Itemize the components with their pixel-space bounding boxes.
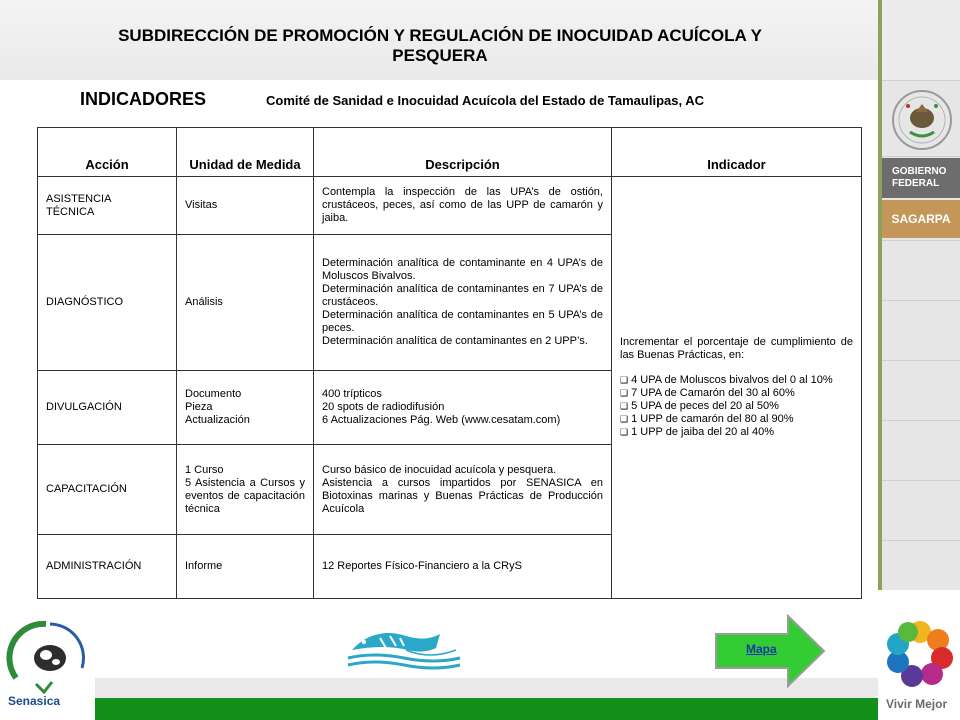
header-indicador: Indicador [612,128,862,177]
checkbox-bullet-icon: ❑ [620,401,629,411]
vivir-mejor-flower-icon [884,618,956,690]
accion-cell: CAPACITACIÓN [38,445,177,535]
indicator-item: ❑ 1 UPP de jaiba del 20 al 40% [620,426,774,438]
unidad-cell: Documento Pieza Actualización [177,371,314,445]
indicator-intro: Incrementar el porcentaje de cumplimiento de las Buenas Prácticas, en: [620,336,853,361]
indicator-item: ❑ 1 UPP de camarón del 80 al 90% [620,413,794,425]
vivir-mejor-wordmark: Vivir Mejor [886,697,948,711]
table-row [38,177,862,235]
unidad-cell: Análisis [177,235,314,371]
section-heading: INDICADORES [80,89,207,109]
mapa-link[interactable]: Mapa [746,642,777,656]
accion-cell: ASISTENCIA TÉCNICA [38,177,177,235]
sagarpa-logo: SAGARPA [882,200,960,238]
accion-cell: DIVULGACIÓN [38,371,177,445]
indicator-item: ❑ 7 UPA de Camarón del 30 al 60% [620,387,795,399]
header-unidad: Unidad de Medida [177,128,314,177]
indicator-item: ❑ 4 UPA de Moluscos bivalvos del 0 al 10% [620,374,833,386]
indicator-item: ❑ 5 UPA de peces del 20 al 50% [620,400,779,412]
gobierno-line1: GOBIERNO [892,166,947,177]
unidad-cell: Visitas [177,177,314,235]
cesatam-fish-logo-icon [344,620,462,672]
senasica-wordmark: Senasica [8,694,61,708]
header-accion: Acción [38,128,177,177]
checkbox-bullet-icon: ❑ [620,375,629,385]
descripcion-cell: Contempla la inspección de las UPA’s de ostión, crustáceos, peces, así como de las UPP de camarón y jaiba. [314,177,612,235]
gobierno-federal-logo [882,158,960,198]
checkbox-bullet-icon: ❑ [620,427,629,437]
descripcion-cell: 400 trípticos 20 spots de radiodifusión 6 Actualizaciones Pág. Web (www.cesatam.com) [314,371,612,445]
indicators-table [37,127,862,599]
accion-cell: ADMINISTRACIÓN [38,535,177,599]
committee-name: Comité de Sanidad e Inocuidad Acuícola del Estado de Tamaulipas, AC [266,93,704,108]
descripcion-cell: 12 Reportes Físico-Financiero a la CRyS [314,535,612,599]
descripcion-cell: Curso básico de inocuidad acuícola y pesquera. Asistencia a cursos impartidos por SENASICA en Biotoxinas marinas y Buenas Prácticas de Producción Acuícola [314,445,612,535]
accion-cell: DIAGNÓSTICO [38,235,177,371]
gobierno-line2: FEDERAL [892,178,940,189]
checkbox-bullet-icon: ❑ [620,414,629,424]
page-title: SUBDIRECCIÓN DE PROMOCIÓN Y REGULACIÓN DE INOCUIDAD ACUÍCOLA Y PESQUERA [118,26,762,65]
unidad-cell: Informe [177,535,314,599]
unidad-cell: 1 Curso 5 Asistencia a Cursos y eventos de capacitación técnica [177,445,314,535]
checkbox-bullet-icon: ❑ [620,388,629,398]
header-descripcion: Descripción [314,128,612,177]
descripcion-cell: Determinación analítica de contaminante en 4 UPA’s de Moluscos Bivalvos. Determinación analítica de contaminantes en 7 UPA’s de crustáceos. Determinación analítica de contaminantes en 5 UPA’s de peces. Determinación analítica de contaminantes en 2 UPP’s. [314,235,612,371]
indicador-cell [612,177,862,599]
mexican-coat-of-arms-icon [890,88,954,152]
table-header-row [38,128,862,177]
footer-accent-bar [95,698,878,720]
